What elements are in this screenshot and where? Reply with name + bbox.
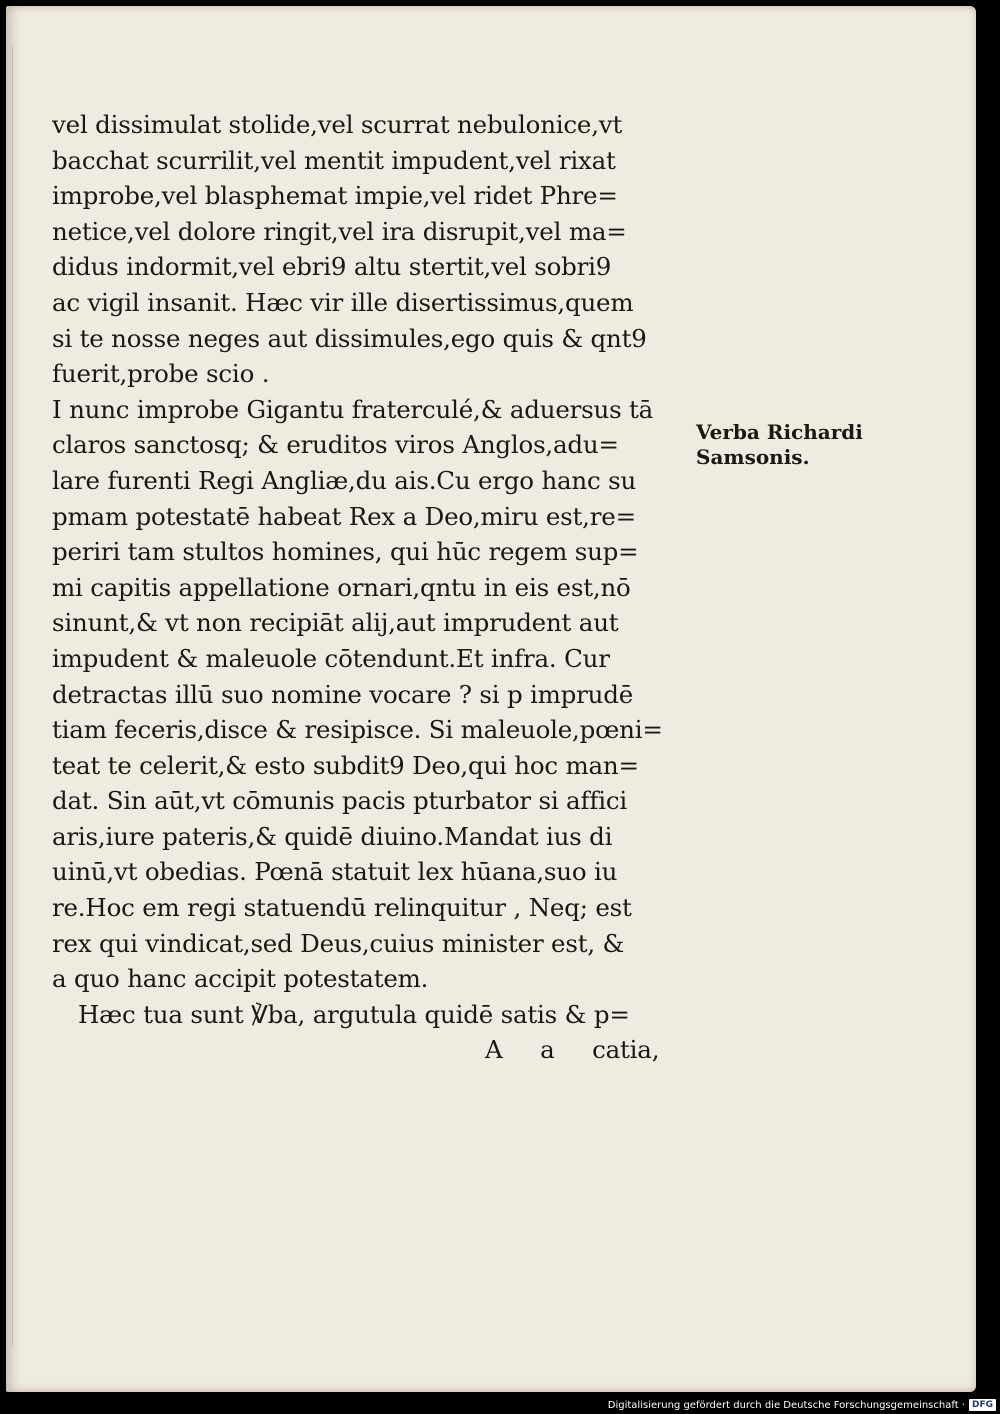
text-line: lare furenti Regi Angliæ,du ais.Cu ergo hanc su	[52, 465, 637, 495]
margin-note-line-1: Verba Richardi	[696, 420, 863, 444]
text-line: si te nosse neges aut dissimules,ego quis & qnt9	[52, 323, 647, 353]
margin-note	[696, 420, 886, 470]
text-line: periri tam stultos homines, qui hūc regem sup=	[52, 537, 639, 567]
text-line: impudent & maleuole cōtendunt.Et infra. Cur	[52, 643, 610, 673]
text-line: bacchat scurrilit,vel mentit impudent,vel rixat	[52, 145, 616, 175]
text-line: netice,vel dolore ringit,vel ira disrupit,vel ma=	[52, 216, 627, 246]
text-line: fuerit,probe scio .	[52, 359, 270, 389]
main-text-block	[52, 107, 692, 1068]
text-line: ac vigil insanit. Hæc vir ille disertissimus,quem	[52, 287, 634, 317]
signature-mark: A a	[485, 1035, 555, 1065]
text-line: uinū,vt obedias. Pœnā statuit lex hūana,suo iu	[52, 857, 618, 887]
text-line: vel dissimulat stolide,vel scurrat nebulonice,vt	[52, 110, 623, 139]
text-line: tiam feceris,disce & resipisce. Si maleuole,pœni=	[52, 715, 663, 745]
funding-credit: Digitalisierung gefördert durch die Deutsche Forschungsgemeinschaft ·	[607, 1399, 965, 1411]
text-line: didus indormit,vel ebri9 altu stertit,vel sobri9	[52, 252, 612, 282]
text-line: improbe,vel blasphemat impie,vel ridet Phre=	[52, 181, 618, 211]
text-line: mi capitis appellatione ornari,qntu in eis est,nō	[52, 572, 631, 602]
text-line: rex qui vindicat,sed Deus,cuius minister est, &	[52, 928, 625, 958]
text-line: dat. Sin aūt,vt cōmunis pacis pturbator si affici	[52, 786, 627, 816]
margin-note-line-2: Samsonis.	[696, 445, 810, 469]
final-text-line: Hæc tua sunt ℣ba, argutula quidē satis & p=	[78, 999, 630, 1029]
text-line: detractas illū suo nomine vocare ? si p imprudē	[52, 679, 634, 709]
text-line: a quo hanc accipit potestatem.	[52, 964, 429, 994]
text-line: sinunt,& vt non recipiāt alij,aut imprudent aut	[52, 608, 619, 638]
text-line: I nunc improbe Gigantu fraterculé,& aduersus tā	[52, 394, 654, 424]
book-page	[6, 6, 976, 1392]
text-line: aris,iure pateris,& quidē diuino.Mandat ius di	[52, 821, 613, 851]
footer-bar	[600, 1396, 1000, 1414]
page-gutter	[12, 46, 13, 1346]
text-line: teat te celerit,& esto subdit9 Deo,qui hoc man=	[52, 750, 639, 780]
dfg-logo: DFG	[969, 1399, 996, 1411]
text-line: re.Hoc em regi statuendū relinquitur , Neq; est	[52, 893, 632, 923]
catchword: catia,	[592, 1035, 660, 1065]
text-line: pmam potestatē habeat Rex a Deo,miru est,re=	[52, 501, 636, 531]
text-line: claros sanctosq; & eruditos viros Anglos,adu=	[52, 430, 619, 460]
signature-line	[52, 1032, 692, 1068]
